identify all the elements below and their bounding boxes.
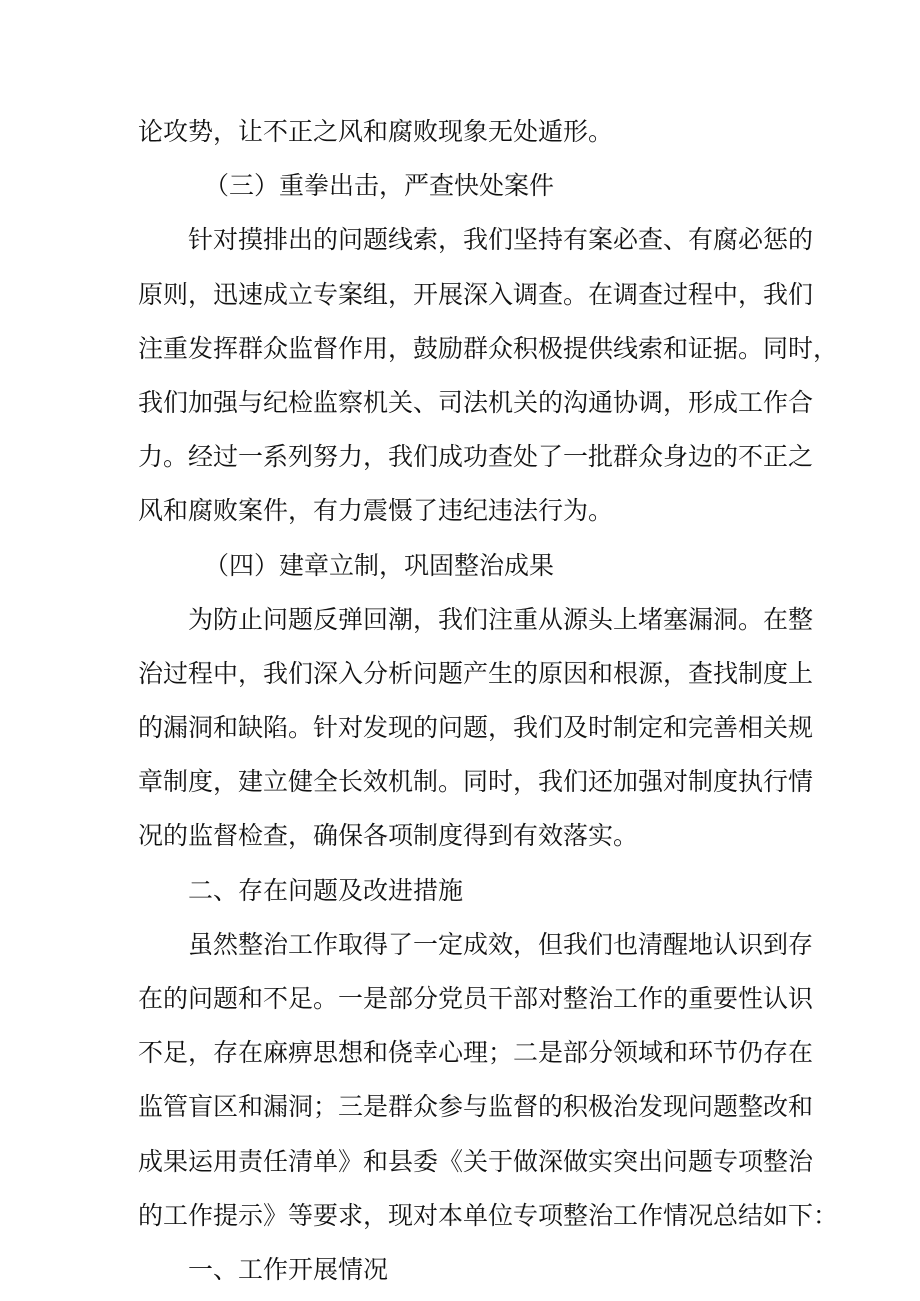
text-line-4: 原则，迅速成立专案组，开展深入调查。在调查过程中，我们 (138, 279, 814, 309)
text-line-19: 监管盲区和漏洞；三是群众参与监督的积极治发现问题整改和 (138, 1092, 814, 1122)
text-line-11: 治过程中，我们深入分析问题产生的原因和根源，查找制度上 (138, 658, 814, 688)
document-page (138, 105, 839, 1297)
text-line-6: 我们加强与纪检监察机关、司法机关的沟通协调，形成工作合 (138, 387, 814, 417)
section-heading-two: 二、存在问题及改进措施 (188, 875, 464, 905)
text-line-8: 风和腐败案件，有力震慑了违纪违法行为。 (138, 496, 614, 526)
text-line-7: 力。经过一系列努力，我们成功查处了一批群众身边的不正之 (138, 442, 814, 472)
text-line-16: 虽然整治工作取得了一定成效，但我们也清醒地认识到存 (188, 929, 814, 959)
text-line-13: 章制度，建立健全长效机制。同时，我们还加强对制度执行情 (138, 767, 814, 797)
text-line-10: 为防止问题反弹回潮，我们注重从源头上堵塞漏洞。在整 (188, 604, 814, 634)
text-line-17: 在的问题和不足。一是部分党员干部对整治工作的重要性认识 (138, 984, 814, 1013)
text-line-5: 注重发挥群众监督作用，鼓励群众积极提供线索和证据。同时， (138, 333, 839, 363)
text-line-20: 成果运用责任清单》和县委《关于做深做实突出问题专项整治 (138, 1146, 814, 1176)
text-line-3: 针对摸排出的问题线索，我们坚持有案必查、有腐必惩的 (188, 225, 814, 255)
section-heading-3: （三）重拳出击，严查快处案件 (204, 171, 555, 201)
section-heading-4: （四）建章立制，巩固整治成果 (204, 550, 555, 580)
text-line-12: 的漏洞和缺陷。针对发现的问题，我们及时制定和完善相关规 (138, 713, 814, 743)
text-line-14: 况的监督检查，确保各项制度得到有效落实。 (138, 821, 639, 851)
text-line-21: 的工作提示》等要求，现对本单位专项整治工作情况总结如下： (138, 1200, 839, 1230)
section-heading-one: 一、工作开展情况 (188, 1254, 389, 1284)
text-line-1: 论攻势，让不正之风和腐败现象无处遁形。 (138, 117, 614, 146)
text-line-18: 不足，存在麻痹思想和侥幸心理；二是部分领域和环节仍存在 (138, 1038, 814, 1068)
